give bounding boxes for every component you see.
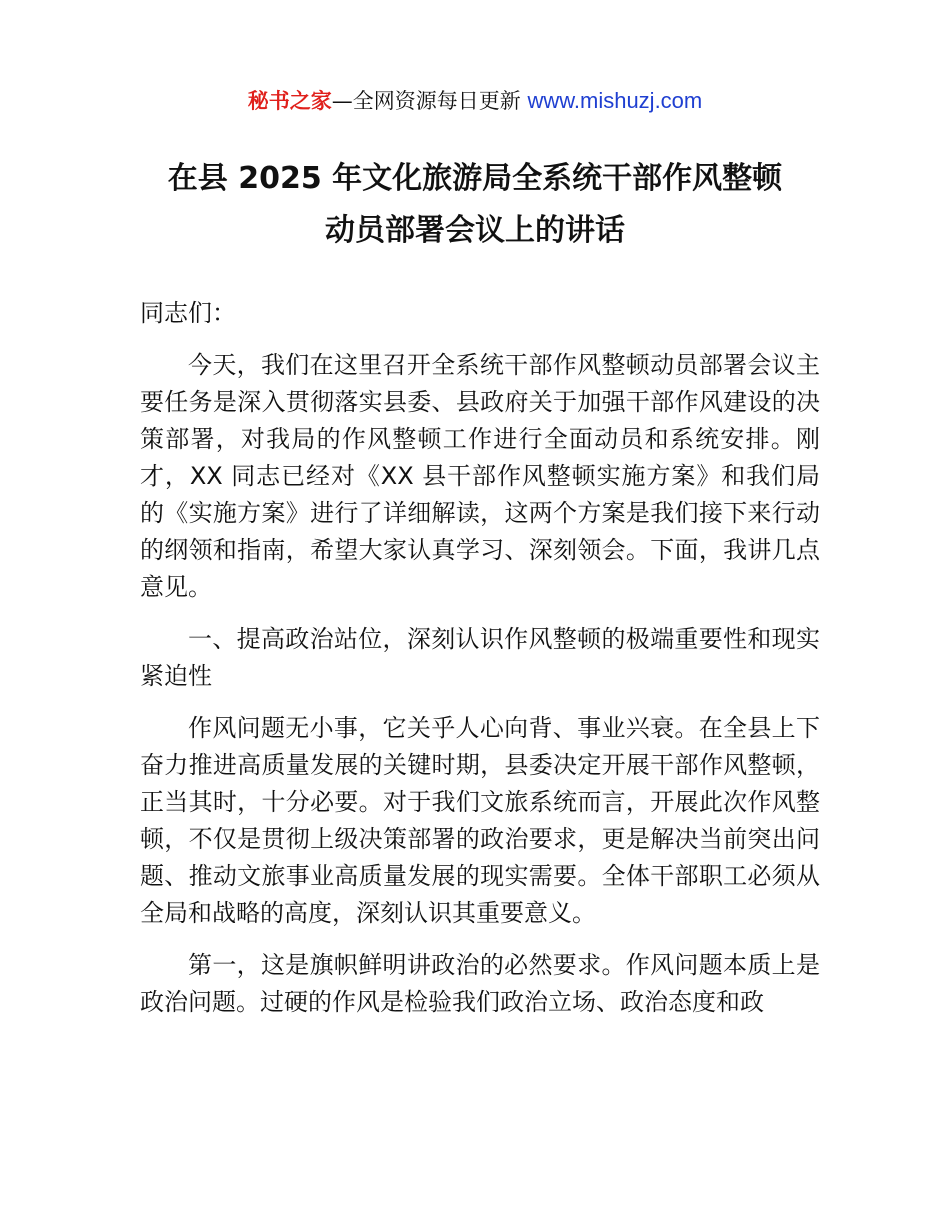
body-paragraph: 作风问题无小事，它关乎人心向背、事业兴衰。在全县上下奋力推进高质量发展的关键时期，县委决定开展干部作风整顿，正当其时，十分必要。对于我们文旅系统而言，开展此次作风整顿，不仅是贯彻上级决策部署的政治要求，更是解决当前突出问题、推动文旅事业高质量发展的现实需要。全体干部职工必须从全局和战略的高度，深刻认识其重要意义。 [140,714,820,927]
title-line: 在县 2025 年文化旅游局全系统干部作风整顿 [167,161,783,196]
body-paragraph: 第一，这是旗帜鲜明讲政治的必然要求。作风问题本质上是政治问题。过硬的作风是检验我们政治立场、政治态度和政 [140,951,820,1016]
section-heading: 一、提高政治站位，深刻认识作风整顿的极端重要性和现实紧迫性 [140,625,820,690]
salutation: 同志们： [140,299,236,327]
title-line: 动员部署会议上的讲话 [325,213,625,248]
site-header [0,86,950,116]
site-tagline: —全网资源每日更新 [331,89,528,113]
body-paragraph: 今天，我们在这里召开全系统干部作风整顿动员部署会议主要任务是深入贯彻落实县委、县政府关于加强干部作风建设的决策部署，对我局的作风整顿工作进行全面动员和系统安排。刚才，XX 同志已经对《XX 县干部作风整顿实施方案》和我们局的《实施方案》进行了详细解读，这两个方案是我们接下来行动的纲领和指南，希望大家认真学习、深刻领会。下面，我讲几点意见。 [140,351,820,601]
site-url-link[interactable]: www.mishuzj.com [527,88,703,113]
site-brand: 秘书之家 [247,89,332,113]
document-body [140,295,820,1036]
document-title [0,158,950,262]
